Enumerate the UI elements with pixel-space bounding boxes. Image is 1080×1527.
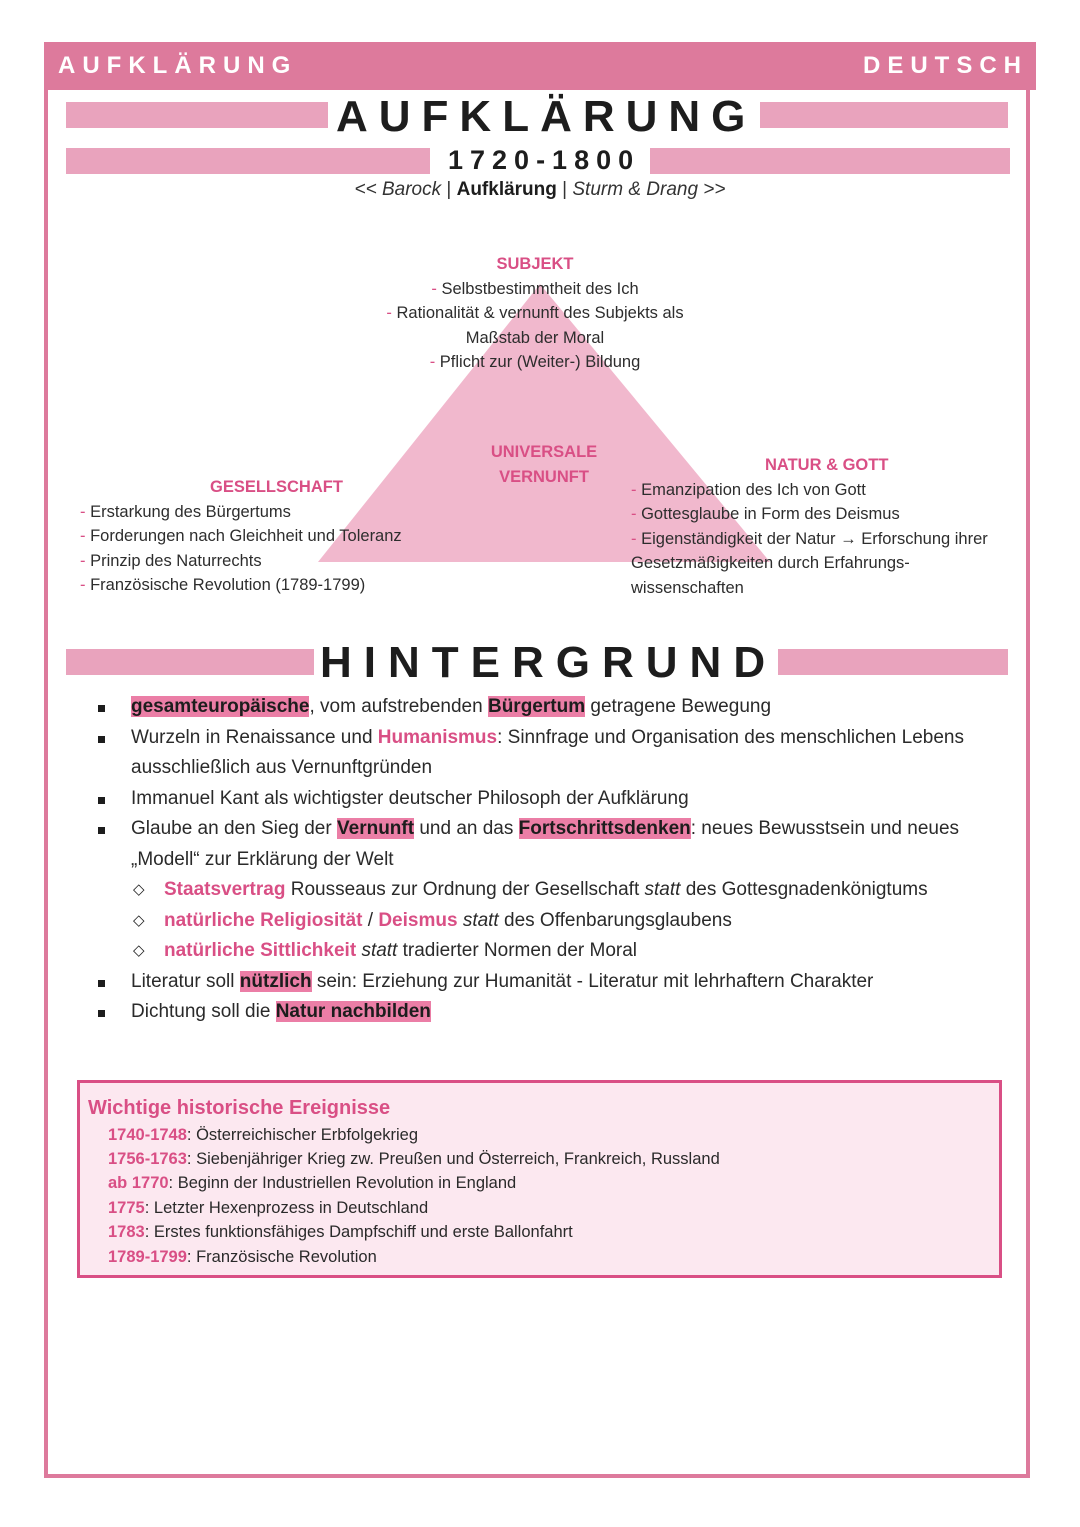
diamond-bullet-icon: ◇ [133, 942, 145, 959]
subjekt-line: - Rationalität & vernunft des Subjekts als [386, 304, 684, 322]
list-item: Literatur soll nützlich sein: Erziehung zur Humanität - Literatur mit lehrhaftern Charakter [98, 967, 1018, 998]
gesellschaft-line: - Französische Revolution (1789-1799) [80, 576, 366, 594]
years-bar-left [66, 148, 430, 174]
epoch-years: 1720-1800 [448, 145, 641, 175]
natur-line: - Eigenständigkeit der Natur → Erforschung ihrer [631, 529, 988, 548]
event-item: 1775: Letzter Hexenprozess in Deutschland [108, 1199, 429, 1217]
list-item: Glaube an den Sieg der Vernunft und an das Fortschrittsdenken: neues Bewusstsein und neues „Modell“ zur Erklärung der Welt [98, 814, 1018, 875]
title-bar-right [760, 102, 1008, 128]
center-line-1: UNIVERSALE [490, 443, 598, 461]
list-item: gesamteuropäische, vom aufstrebenden Bürgertum getragene Bewegung [98, 692, 1018, 723]
subjekt-line: - Pflicht zur (Weiter-) Bildung [429, 353, 641, 371]
events-title: Wichtige historische Ereignisse [88, 1097, 391, 1119]
list-item: Wurzeln in Renaissance und Humanismus: Sinnfrage und Organisation des menschlichen Lebens ausschließlich aus Vernunftgründen [98, 723, 1018, 784]
diamond-bullet-icon: ◇ [133, 911, 145, 929]
natur-title: NATUR & GOTT [765, 456, 889, 474]
section-bar-right [778, 649, 1008, 675]
list-item: Dichtung soll die Natur nachbilden [98, 997, 1018, 1028]
title-bar-left [66, 102, 328, 128]
natur-line: Gesetzmäßigkeiten durch Erfahrungs- [631, 554, 910, 572]
sub-list-item: ◇ natürliche Sittlichkeit statt tradierter Normen der Moral [98, 936, 1018, 967]
natur-block [631, 453, 1051, 600]
events-box [77, 1080, 1002, 1278]
gesellschaft-line: - Forderungen nach Gleichheit und Toleranz [80, 527, 402, 545]
page-title: AUFKLÄRUNG [336, 92, 757, 141]
header-right: DEUTSCH [862, 52, 1028, 79]
nav-sep: | [446, 179, 452, 200]
diamond-bullet-icon: ◇ [133, 881, 145, 898]
epoch-nav [0, 179, 1080, 201]
nav-next: Sturm & Drang >> [572, 179, 726, 200]
sub-list-item: ◇ natürliche Religiosität / Deismus statt des Offenbarungsglaubens [98, 906, 1018, 937]
sub-list-item: ◇ Staatsvertrag Rousseaus zur Ordnung der Gesellschaft statt des Gottesgnadenkönigtums [98, 875, 1018, 906]
natur-line: wissenschaften [631, 578, 744, 597]
gesellschaft-block [80, 475, 480, 598]
event-item: 1756-1763: Siebenjähriger Krieg zw. Preußen und Österreich, Frankreich, Russland [108, 1150, 720, 1168]
years-bar-right [650, 148, 1010, 174]
list-item: Immanuel Kant als wichtigster deutscher Philosoph der Aufklärung [98, 784, 1018, 815]
center-label [460, 440, 628, 489]
natur-line: - Emanzipation des Ich von Gott [631, 480, 866, 499]
hintergrund-list [98, 692, 1018, 1028]
header-left: AUFKLÄRUNG [58, 52, 298, 79]
center-line-2: VERNUNFT [499, 467, 589, 486]
event-item: 1783: Erstes funktionsfähiges Dampfschiff und erste Ballonfahrt [108, 1223, 573, 1241]
nav-current: Aufklärung [456, 179, 557, 200]
header-bar [44, 42, 1036, 90]
subjekt-block [340, 252, 730, 375]
gesellschaft-line: - Prinzip des Naturrechts [80, 551, 262, 570]
section-title: HINTERGRUND [320, 638, 778, 687]
nav-sep: | [562, 179, 568, 200]
subjekt-title: SUBJEKT [496, 255, 574, 273]
event-item: ab 1770: Beginn der Industriellen Revolution in England [108, 1174, 517, 1192]
gesellschaft-title: GESELLSCHAFT [210, 478, 343, 496]
gesellschaft-line: - Erstarkung des Bürgertums [80, 502, 291, 521]
subjekt-line: Maßstab der Moral [465, 328, 605, 347]
subjekt-line: - Selbstbestimmtheit des Ich [431, 279, 639, 298]
event-item: 1789-1799: Französische Revolution [108, 1248, 377, 1266]
natur-line: - Gottesglaube in Form des Deismus [631, 505, 900, 523]
event-item: 1740-1748: Österreichischer Erbfolgekrieg [108, 1126, 419, 1144]
nav-prev: << Barock [354, 179, 442, 200]
section-bar-left [66, 649, 314, 675]
